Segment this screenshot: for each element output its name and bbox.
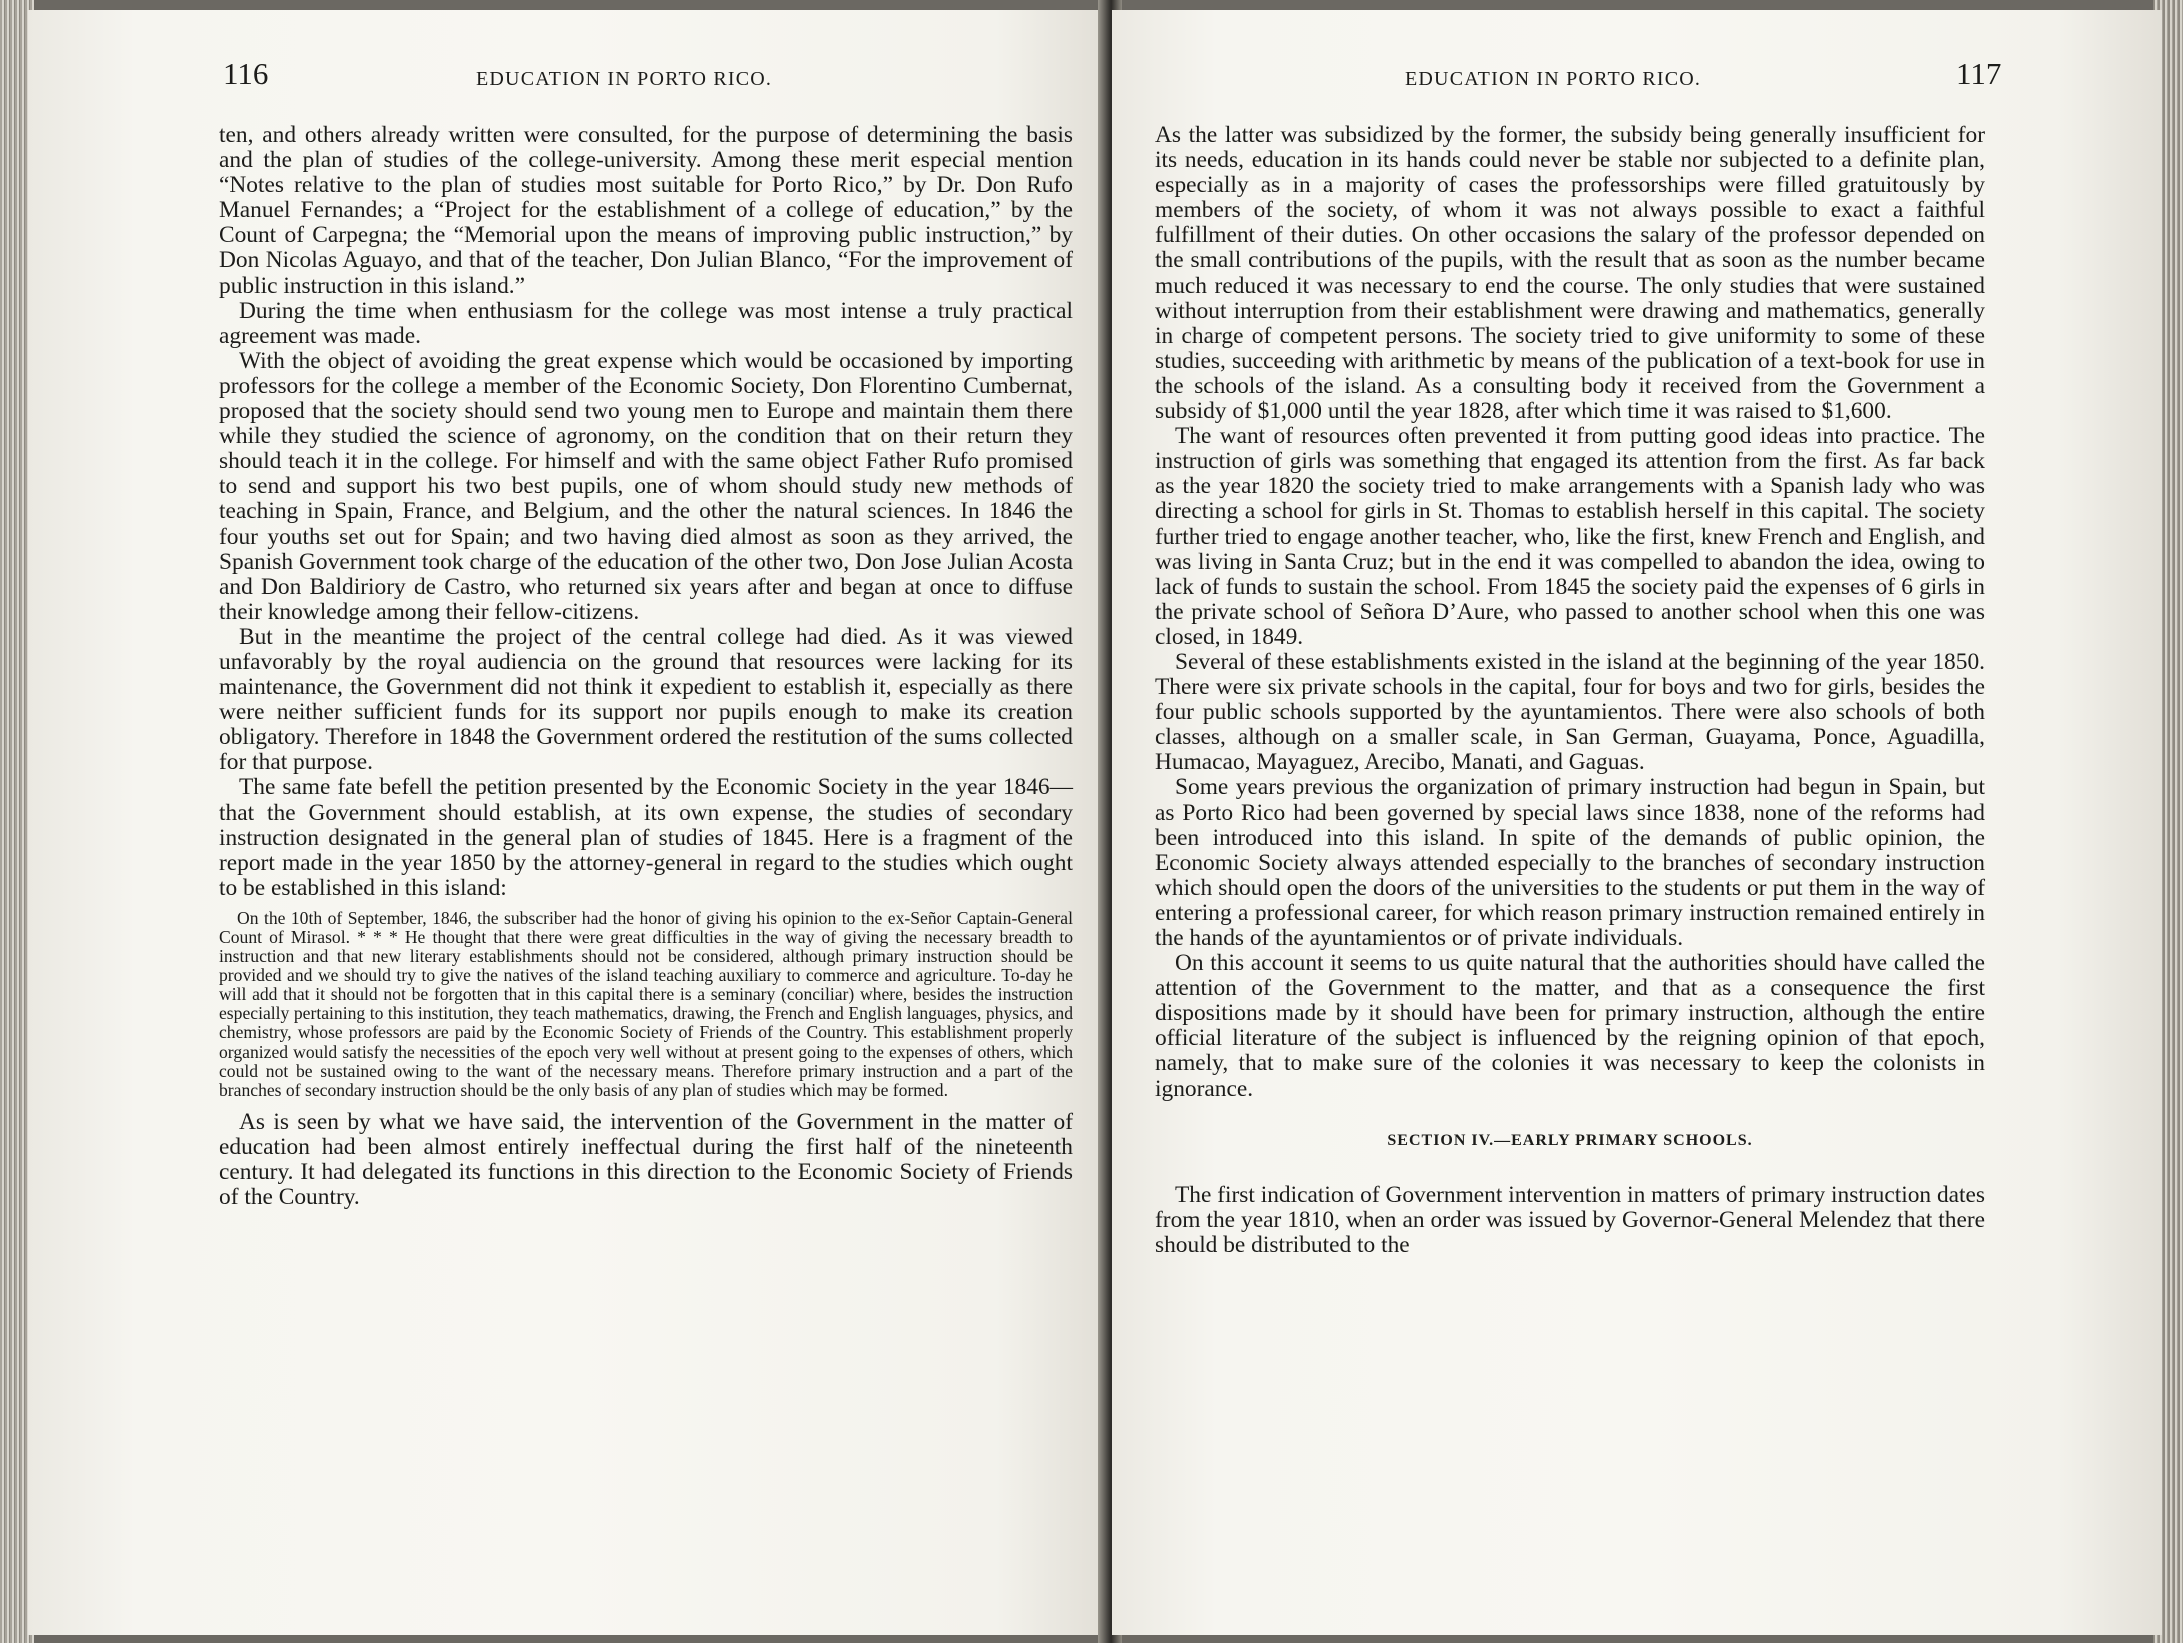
report-excerpt — [219, 909, 1073, 1100]
paragraph: The same fate befell the petition presented by the Economic Society in the year 1846—that the Government should establish, at its own expense, the studies of secondary instruction designated in the general plan of studies of 1845. Here is a fragment of the report made in the year 1850 by the attorney-general in regard to the studies which ought to be established in this island: — [219, 774, 1073, 901]
paragraph: The first indication of Government intervention in matters of primary instruction dates from the year 1810, when an order was issued by Governor-General Melendez that there should be distributed to the — [1155, 1181, 1986, 1258]
left-page-body — [219, 123, 1073, 1210]
paragraph: ten, and others already written were consulted, for the purpose of determining the basis and the plan of studies of the college-university. Among these merit especial mention “Notes relative to the plan of studies most suitable for Porto Rico,” by Dr. Don Rufo Manuel Fernandes; a “Project for the establishment of a college of education,” by the Count of Carpegna; the “Memorial upon the means of improving public instruction,” by Don Nicolas Aguayo, and that of the teacher, Don Julian Blanco, “For the improvement of public instruction in this island.” — [219, 122, 1073, 299]
right-running-title: EDUCATION IN PORTO RICO. — [1405, 68, 1702, 90]
paragraph: The want of resources often prevented it from putting good ideas into practice. The instruction of girls was something that engaged its attention from the first. As far back as the year 1820 the society tried to make arrangements with a Spanish lady who was directing a school for girls in St. Thomas to establish herself in this capital. The society further tried to engage another teacher, who, like the first, knew French and English, and was living in Santa Cruz; but in the end it was compelled to abandon the idea, owing to lack of funds to sustain the school. From 1845 the society paid the expenses of 6 girls in the private school of Señora D’Aure, who passed to another school when this one was closed, in 1849. — [1155, 423, 1985, 650]
left-page-number: 116 — [223, 56, 269, 91]
paragraph: But in the meantime the project of the central college had died. As it was viewed unfavorably by the royal audiencia on the ground that resources were lacking for its maintenance, the Government did not think it expedient to establish it, especially as there were neither sufficient funds for its support nor pupils enough to make its creation obligatory. Therefore in 1848 the Government ordered the restitution of the sums collected for that purpose. — [219, 623, 1073, 776]
report-excerpt-text: On the 10th of September, 1846, the subscriber had the honor of giving his opinion to the ex-Señor Captain-General Count of Mirasol. * * * He thought that there were great difficulties in the way of giving the necessary breadth to instruction and that new literary establishments should not be considered, although primary instruction should be provided and we should try to give the natives of the island teaching auxiliary to commerce and agriculture. To-day he will add that it should not be forgotten that in this capital there is a seminary (conciliar) where, besides the instruction especially pertaining to this institution, they teach mathematics, drawing, the French and English languages, physics, and chemistry, whose professors are paid by the Economic Society of Friends of the Country. This establishment properly organized would satisfy the necessities of the epoch very well without at present going to the expenses of others, which could not be sustained owing to the want of the necessary means. Therefore primary instruction and a part of the branches of secondary instruction should be the only basis of any plan of studies which may be formed. — [219, 907, 1073, 1100]
left-page — [28, 10, 1103, 1635]
right-page-body — [1155, 123, 1985, 1258]
paragraph: On this account it seems to us quite natural that the authorities should have called the attention of the Government to the matter, and that as a consequence the first dispositions made by it should have been for primary instruction, although the entire official literature of the subject is influenced by the reigning opinion of that epoch, namely, that to make sure of the colonies it was necessary to keep the colonists in ignorance. — [1155, 950, 1985, 1102]
right-page-number: 117 — [1956, 56, 2002, 91]
paragraph: As the latter was subsidized by the former, the subsidy being generally insufficient for its needs, education in its hands could never be stable nor subjected to a definite plan, especially as in a majority of cases the professorships were filled gratuitously by members of the society, of whom it was not always possible to exact a faithful fulfillment of their duties. On other occasions the salary of the professor depended on the small contributions of the pupils, with the result that as soon as the number became much reduced it was necessary to end the course. The only studies that were sustained without interruption from their establishment were drawing and mathematics, generally in charge of competent persons. The society tried to give uniformity to some of these studies, succeeding with arithmetic by means of the publication of a text-book for use in the schools of the island. As a consulting body it received from the Government a subsidy of $1,000 until the year 1828, after which time it was raised to $1,600. — [1155, 122, 1985, 425]
right-page — [1112, 10, 2162, 1635]
paragraph: Several of these establishments existed in the island at the beginning of the year 1850. There were six private schools in the capital, four for boys and two for girls, besides the four public schools supported by the ayuntamientos. There were also schools of both classes, although on a smaller scale, in San German, Guayama, Ponce, Aguadilla, Humacao, Mayaguez, Arecibo, Manati, and Gaguas. — [1155, 648, 1985, 776]
paragraph: With the object of avoiding the great expense which would be occasioned by importing professors for the college a member of the Economic Society, Don Florentino Cumbernat, proposed that the society should send two young men to Europe and maintain them there while they studied the science of agronomy, on the condition that on their return they should teach it in the college. For himself and with the same object Father Rufo promised to send and support his two best pupils, one of whom should study new methods of teaching in Spain, France, and Belgium, and the other the natural sciences. In 1846 the four youths set out for Spain; and two having died almost as soon as they arrived, the Spanish Government took charge of the education of the other two, Don Jose Julian Acosta and Don Baldiriory de Castro, who returned six years after and began at once to diffuse their knowledge among their fellow-citizens. — [219, 347, 1073, 625]
left-running-title: EDUCATION IN PORTO RICO. — [476, 68, 773, 90]
paragraph: As is seen by what we have said, the intervention of the Government in the matter of education had been almost entirely ineffectual during the first half of the nineteenth century. It had delegated its functions in this direction to the Economic Society of Friends of the Country. — [219, 1108, 1073, 1211]
section-heading: SECTION IV.—EARLY PRIMARY SCHOOLS. — [1387, 1131, 1753, 1149]
paragraph: During the time when enthusiasm for the college was most intense a truly practical agreement was made. — [219, 297, 1073, 349]
paragraph: Some years previous the organization of primary instruction had begun in Spain, but as Porto Rico had been governed by special laws since 1838, none of the reforms had been introduced into this island. In spite of the demands of public opinion, the Economic Society always attended especially to the branches of secondary instruction which should open the doors of the universities to the students or put them in the way of entering a professional career, for which reason primary instruction remained entirely in the hands of the ayuntamientos or of private individuals. — [1155, 774, 1985, 951]
